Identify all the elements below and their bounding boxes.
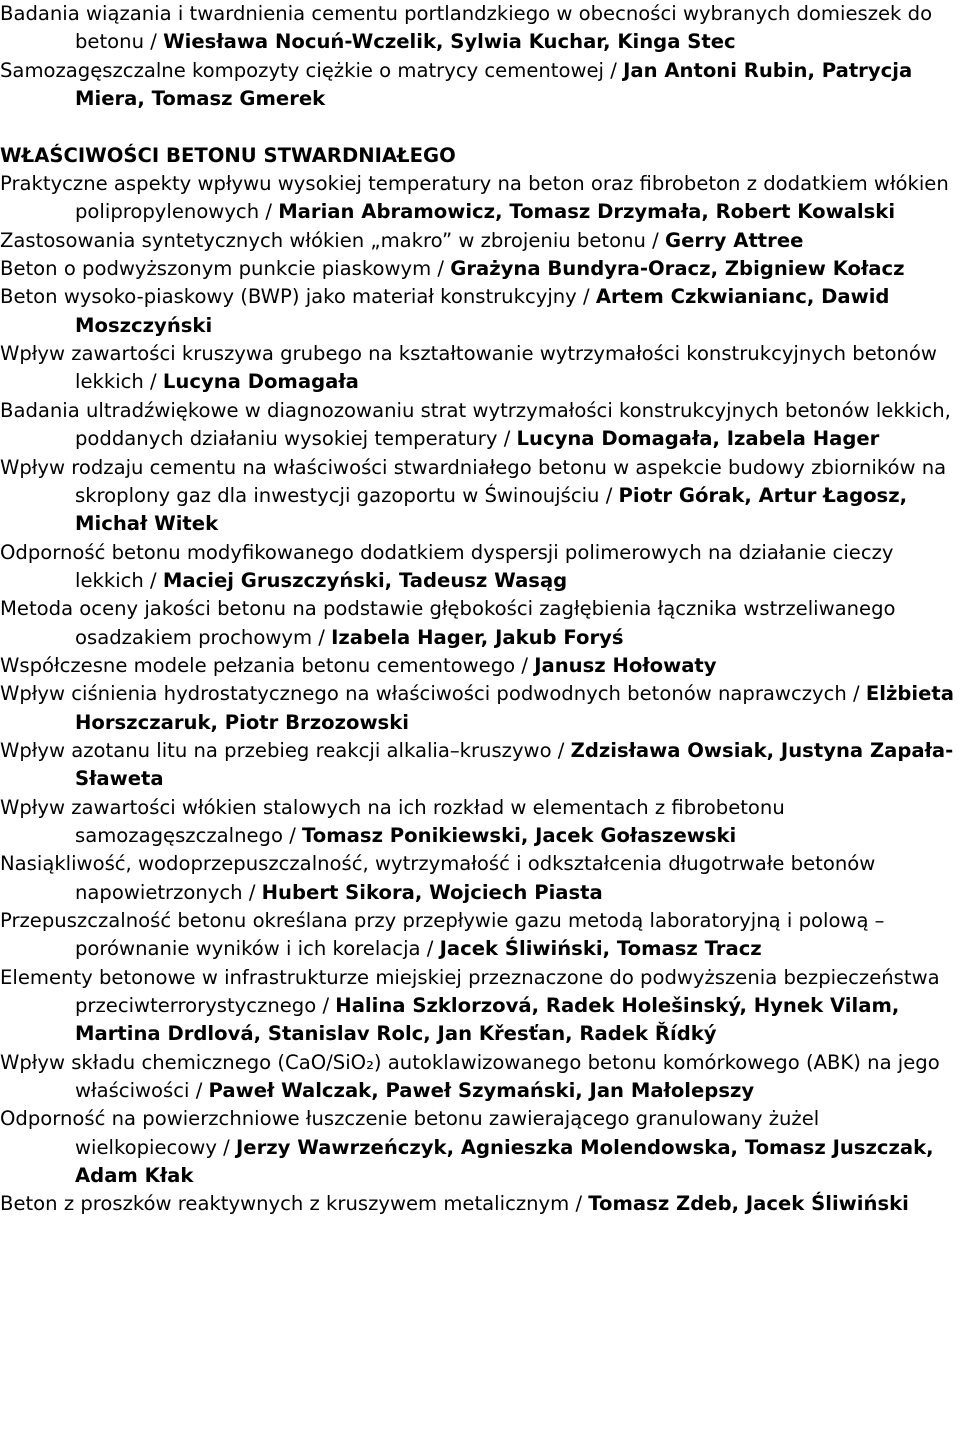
entry-title: Wpływ azotanu litu na przebieg reakcji alkalia–kruszywo	[0, 738, 552, 762]
entry-authors: Izabela Hager, Jakub Foryś	[331, 625, 624, 649]
bibliography-entry	[0, 595, 960, 652]
entry-title: Nasiąkliwość, wodoprzepuszczalność, wytrzymałość i odkształcenia długotrwałe betonów napowietrzonych	[0, 852, 876, 904]
entry-separator: /	[569, 1192, 589, 1216]
entry-title: Wpływ składu chemicznego (CaO/SiO₂) autoklawizowanego betonu komórkowego (ABK) na jego właściwości	[0, 1050, 940, 1103]
bibliography-entry	[0, 340, 960, 397]
bibliography-entry	[0, 255, 960, 283]
entry-title: Zastosowania syntetycznych włókien „makro” w zbrojeniu betonu	[0, 228, 646, 252]
entry-separator: /	[497, 427, 517, 451]
entry-authors: Jan Antoni Rubin, Patrycja Miera, Tomasz Gmerek	[75, 58, 913, 111]
entry-authors: Wiesława Nocuń-Wczelik, Sylwia Kuchar, Kinga Stec	[163, 30, 736, 54]
bibliography-entry	[0, 964, 960, 1049]
entry-authors: Tomasz Zdeb, Jacek Śliwiński	[588, 1192, 909, 1216]
entries-section	[0, 170, 960, 1219]
bibliography-entry	[0, 454, 960, 539]
entry-separator: /	[604, 58, 624, 82]
entry-authors: Lucyna Domagała	[162, 370, 359, 394]
entry-authors: Halina Szklorzová, Radek Holešinský, Hynek Vilam, Martina Drdlová, Stanislav Rolc, Jan Křesťan, Radek Řídký	[75, 994, 900, 1046]
entry-title: Wpływ zawartości włókien stalowych na ich rozkład w elementach z fibrobetonu samozagęszczalnego	[0, 795, 785, 847]
entry-title: Przepuszczalność betonu określana przy przepływie gazu metodą laboratoryjną i polową – porównanie wyników i ich korelacja	[0, 909, 885, 961]
bibliography-entry	[0, 57, 960, 114]
bibliography-entry	[0, 794, 960, 851]
entry-separator: /	[431, 257, 451, 281]
entry-separator: /	[551, 738, 571, 762]
bibliography-entry	[0, 0, 960, 57]
entry-authors: Maciej Gruszczyński, Tadeusz Wasąg	[162, 568, 568, 592]
bibliography-entry	[0, 283, 960, 340]
entry-separator: /	[259, 200, 279, 224]
entries-before-section	[0, 0, 960, 113]
entry-authors: Marian Abramowicz, Tomasz Drzymała, Robert Kowalski	[278, 200, 896, 224]
entry-separator: /	[143, 370, 163, 394]
entry-separator: /	[420, 937, 440, 961]
entry-title: Elementy betonowe w infrastrukturze miejskiej przeznaczone do podwyższenia bezpieczeństwa przeciwterrorystycznego	[0, 965, 940, 1018]
entry-authors: Piotr Górak, Artur Łagosz, Michał Witek	[75, 483, 908, 536]
bibliography-entry	[0, 850, 960, 907]
bibliography-entry	[0, 1105, 960, 1190]
entry-separator: /	[242, 880, 262, 904]
bibliography-entry	[0, 539, 960, 596]
bibliography-entry	[0, 737, 960, 794]
entry-authors: Gerry Attree	[664, 228, 804, 252]
entry-title: Badania ultradźwiękowe w diagnozowaniu strat wytrzymałości konstrukcyjnych betonów lekkich, poddanych działaniu wysokiej temperatury	[0, 398, 951, 451]
entry-title: Badania wiązania i twardnienia cementu portlandzkiego w obecności wybranych domieszek do betonu	[0, 2, 933, 54]
entry-authors: Jerzy Wawrzeńczyk, Agnieszka Molendowska, Tomasz Juszczak, Adam Kłak	[75, 1135, 934, 1188]
entry-authors: Artem Czkwianianc, Dawid Moszczyński	[75, 285, 890, 337]
entry-authors: Janusz Hołowaty	[534, 653, 717, 677]
entry-separator: /	[144, 30, 164, 54]
bibliography-entry	[0, 227, 960, 255]
entry-separator: /	[645, 228, 665, 252]
bibliography-entry	[0, 397, 960, 454]
entry-separator: /	[189, 1079, 209, 1103]
bibliography-entry	[0, 680, 960, 737]
entry-authors: Lucyna Domagała, Izabela Hager	[516, 427, 880, 451]
entry-title: Metoda oceny jakości betonu na podstawie głębokości zagłębienia łącznika wstrzeliwanego osadzakiem prochowym	[0, 597, 896, 649]
bibliography-entry	[0, 170, 960, 227]
entry-title: Odporność betonu modyfikowanego dodatkiem dyspersji polimerowych na działanie cieczy lekkich	[0, 540, 894, 592]
entry-separator: /	[846, 682, 866, 706]
entry-title: Odporność na powierzchniowe łuszczenie betonu zawierającego granulowany żużel wielkopiecowy	[0, 1107, 820, 1159]
bibliography-entry	[0, 907, 960, 964]
entry-title: Beton wysoko-piaskowy (BWP) jako materiał konstrukcyjny	[0, 285, 577, 309]
entry-authors: Grażyna Bundyra-Oracz, Zbigniew Kołacz	[450, 257, 905, 281]
entry-title: Wpływ zawartości kruszywa grubego na kształtowanie wytrzymałości konstrukcyjnych betonów lekkich	[0, 342, 937, 394]
entry-separator: /	[316, 994, 336, 1018]
entry-title: Wpływ rodzaju cementu na właściwości stwardniałego betonu w aspekcie budowy zbiorników na skroplony gaz dla inwestycji gazoportu w Świnoujściu	[0, 455, 947, 507]
entry-title: Samozagęszczalne kompozyty ciężkie o matrycy cementowej	[0, 58, 604, 82]
entry-authors: Zdzisława Owsiak, Justyna Zapała-Sławeta	[75, 738, 954, 791]
entry-title: Beton o podwyższonym punkcie piaskowym	[0, 257, 432, 281]
section-heading: WŁAŚCIWOŚCI BETONU STWARDNIAŁEGO	[0, 143, 456, 167]
entry-separator: /	[282, 823, 303, 847]
entry-authors: Jacek Śliwiński, Tomasz Tracz	[439, 937, 762, 961]
bibliography-entry	[0, 1049, 960, 1106]
entry-authors: Paweł Walczak, Paweł Szymański, Jan Małolepszy	[208, 1079, 755, 1103]
entry-separator: /	[515, 653, 535, 677]
bibliography-entry	[0, 1190, 960, 1218]
entry-title: Współczesne modele pełzania betonu cementowego	[0, 653, 516, 677]
entry-separator: /	[599, 483, 619, 507]
entry-separator: /	[312, 625, 332, 649]
entry-authors: Elżbieta Horszczaruk, Piotr Brzozowski	[75, 682, 954, 734]
bibliography-entry	[0, 652, 960, 680]
entry-title: Praktyczne aspekty wpływu wysokiej temperatury na beton oraz fibrobeton z dodatkiem włókien polipropylenowych	[0, 172, 949, 224]
entry-title: Beton z proszków reaktywnych z kruszywem metalicznym	[0, 1192, 570, 1216]
entry-separator: /	[143, 568, 163, 592]
entry-authors: Tomasz Ponikiewski, Jacek Gołaszewski	[302, 823, 737, 847]
entry-authors: Hubert Sikora, Wojciech Piasta	[261, 880, 603, 904]
entry-separator: /	[216, 1135, 236, 1159]
entry-separator: /	[576, 285, 596, 309]
entry-title: Wpływ ciśnienia hydrostatycznego na właściwości podwodnych betonów naprawczych	[0, 682, 847, 706]
